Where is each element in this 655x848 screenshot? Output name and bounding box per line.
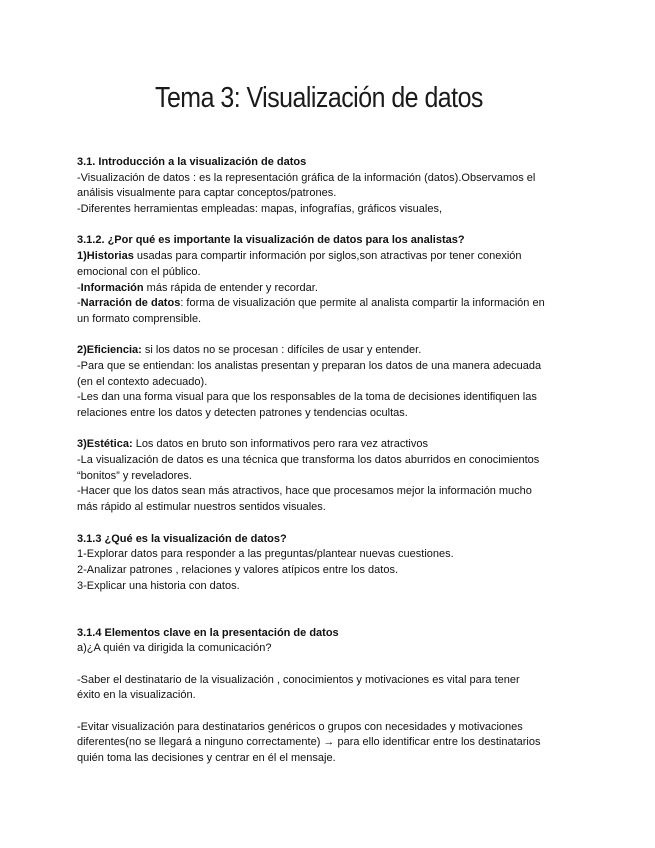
paragraph-line: “bonitos” y reveladores. <box>77 469 192 482</box>
paragraph-line: quién toma las decisiones y centrar en él el mensaje. <box>77 752 336 765</box>
paragraph-line: -Les dan una forma visual para que los responsables de la toma de decisiones identifiquen las <box>77 391 537 404</box>
paragraph-line: (en el contexto adecuado). <box>77 375 208 388</box>
list-item: 1-Explorar datos para responder a las preguntas/plantear nuevas cuestiones. <box>77 548 454 561</box>
paragraph-line: 3)Estética: Los datos en bruto son informativos pero rara vez atractivos <box>77 438 428 451</box>
section-heading-3-1-2: 3.1.2. ¿Por qué es importante la visualización de datos para los analistas? <box>77 234 465 247</box>
paragraph-line: -Visualización de datos : es la representación gráfica de la información (datos).Observamos el <box>77 171 536 184</box>
paragraph-line: diferentes(no se llegará a ninguno correctamente) → para ello identificar entre los destinatarios <box>77 736 541 749</box>
paragraph-line: éxito en la visualización. <box>77 689 196 702</box>
paragraph-line: -Para que se entiendan: los analistas presentan y preparan los datos de una manera adecuada <box>77 359 542 372</box>
list-item: 3-Explicar una historia con datos. <box>77 579 240 592</box>
paragraph-line: 2)Eficiencia: si los datos no se procesan : difíciles de usar y entender. <box>77 344 422 357</box>
paragraph-line: análisis visualmente para captar conceptos/patrones. <box>77 187 337 200</box>
paragraph-line: -Evitar visualización para destinatarios genéricos o grupos con necesidades y motivaciones <box>77 720 523 733</box>
page-title: Tema 3: Visualización de datos <box>155 82 483 114</box>
list-item: 2-Analizar patrones , relaciones y valores atípicos entre los datos. <box>77 563 398 576</box>
paragraph-line: a)¿A quién va dirigida la comunicación? <box>77 642 272 655</box>
section-heading-3-1-3: 3.1.3 ¿Qué es la visualización de datos? <box>77 532 287 545</box>
paragraph-line: -Narración de datos: forma de visualización que permite al analista compartir la información en <box>77 297 545 310</box>
section-heading-3-1-4: 3.1.4 Elementos clave en la presentación de datos <box>77 626 339 639</box>
paragraph-line: emocional con el público. <box>77 265 201 278</box>
paragraph-line: relaciones entre los datos y detecten patrones y tendencias ocultas. <box>77 407 408 419</box>
paragraph-line: 1)Historias usadas para compartir información por siglos,son atractivas por tener conexión <box>77 250 522 263</box>
paragraph-line: un formato comprensible. <box>77 312 202 325</box>
paragraph-line: más rápido al estimular nuestros sentidos visuales. <box>77 501 326 514</box>
paragraph-line: -Información más rápida de entender y recordar. <box>77 281 318 294</box>
paragraph-line: -Saber el destinatario de la visualización , conocimientos y motivaciones es vital para tener <box>77 673 520 686</box>
document-body <box>77 155 582 767</box>
paragraph-line: -La visualización de datos es una técnica que transforma los datos aburridos en conocimientos <box>77 454 540 467</box>
paragraph-line: -Diferentes herramientas empleadas: mapas, infografías, gráficos visuales, <box>77 203 443 216</box>
paragraph-line: -Hacer que los datos sean más atractivos, hace que procesamos mejor la información mucho <box>77 485 532 498</box>
section-heading-3-1: 3.1. Introducción a la visualización de datos <box>77 156 307 168</box>
